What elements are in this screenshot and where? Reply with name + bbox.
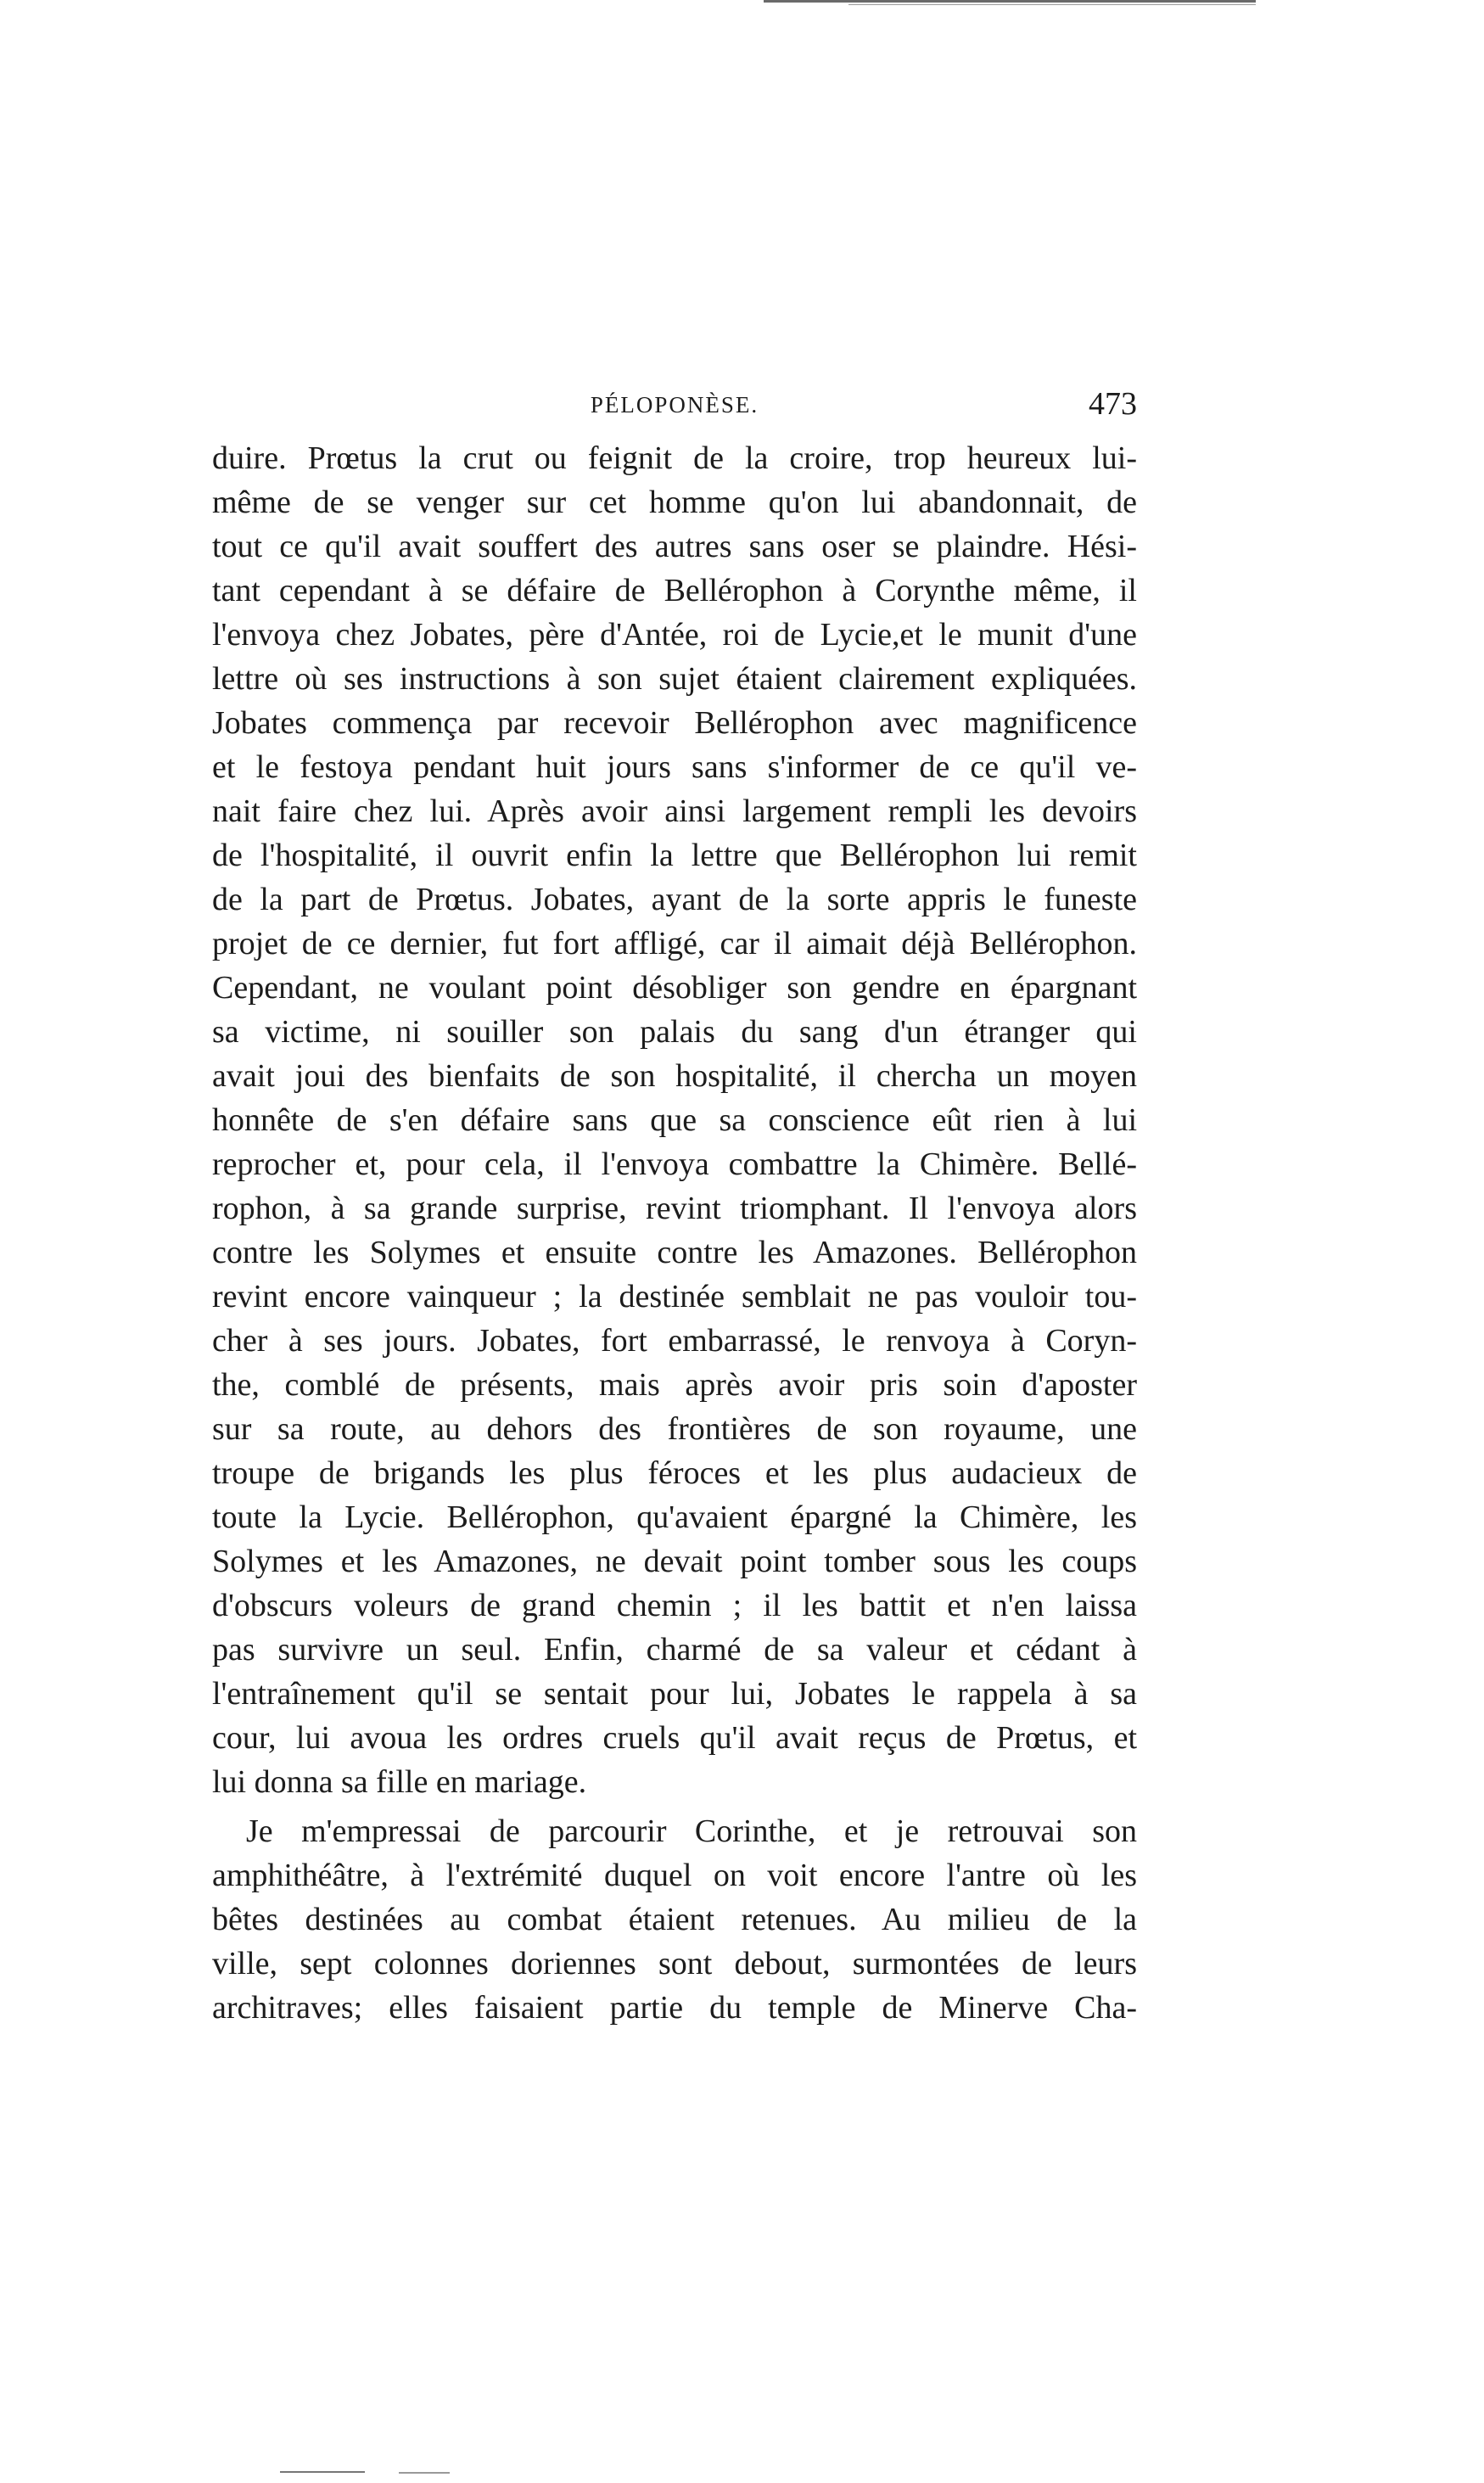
text-line: nait faire chez lui. Après avoir ainsi largement rempli les devoirs bbox=[212, 793, 1137, 829]
page-number: 473 bbox=[1089, 386, 1137, 422]
body-text bbox=[212, 436, 1137, 2030]
text-line: honnête de s'en défaire sans que sa conscience eût rien à lui bbox=[212, 1102, 1137, 1138]
text-line: ville, sept colonnes doriennes sont debout, surmontées de leurs bbox=[212, 1946, 1137, 1981]
text-line: rophon, à sa grande surprise, revint triomphant. Il l'envoya alors bbox=[212, 1191, 1137, 1226]
text-line: revint encore vainqueur ; la destinée semblait ne pas vouloir tou- bbox=[212, 1279, 1137, 1314]
text-line: architraves; elles faisaient partie du temple de Minerve Cha- bbox=[212, 1990, 1137, 2026]
top-edge-rule-secondary bbox=[848, 4, 1256, 5]
text-line: troupe de brigands les plus féroces et les plus audacieux de bbox=[212, 1455, 1137, 1491]
bottom-edge-mark bbox=[280, 2471, 365, 2473]
text-line: bêtes destinées au combat étaient retenues. Au milieu de la bbox=[212, 1902, 1137, 1937]
text-line: d'obscurs voleurs de grand chemin ; il les battit et n'en laissa bbox=[212, 1588, 1137, 1623]
text-line: et le festoya pendant huit jours sans s'informer de ce qu'il ve- bbox=[212, 749, 1137, 785]
text-line: contre les Solymes et ensuite contre les Amazones. Bellérophon bbox=[212, 1235, 1137, 1270]
running-title: PÉLOPONÈSE. bbox=[590, 392, 759, 418]
text-line: l'envoya chez Jobates, père d'Antée, roi de Lycie,et le munit d'une bbox=[212, 617, 1137, 653]
running-head bbox=[212, 382, 1137, 424]
top-edge-rule bbox=[764, 0, 1256, 3]
text-line: duire. Prœtus la crut ou feignit de la croire, trop heureux lui- bbox=[212, 440, 1137, 476]
text-line: même de se venger sur cet homme qu'on lui abandonnait, de bbox=[212, 485, 1137, 520]
text-line: Solymes et les Amazones, ne devait point tomber sous les coups bbox=[212, 1544, 1137, 1579]
text-line: amphithéâtre, à l'extrémité duquel on voit encore l'antre où les bbox=[212, 1858, 1137, 1893]
text-line: lui donna sa fille en mariage. bbox=[212, 1764, 587, 1800]
text-line: de l'hospitalité, il ouvrit enfin la lettre que Bellérophon lui remit bbox=[212, 838, 1137, 873]
text-line: tant cependant à se défaire de Bellérophon à Corynthe même, il bbox=[212, 573, 1137, 608]
text-line: cher à ses jours. Jobates, fort embarrassé, le renvoya à Coryn- bbox=[212, 1323, 1137, 1359]
text-line: projet de ce dernier, fut fort affligé, car il aimait déjà Bellérophon. bbox=[212, 926, 1137, 961]
paragraph bbox=[212, 1809, 1137, 2030]
bottom-edge-mark-secondary bbox=[399, 2472, 450, 2474]
text-line: tout ce qu'il avait souffert des autres sans oser se plaindre. Hési- bbox=[212, 529, 1137, 564]
paragraph bbox=[212, 436, 1137, 1804]
text-line: de la part de Prœtus. Jobates, ayant de la sorte appris le funeste bbox=[212, 882, 1137, 917]
text-line: pas survivre un seul. Enfin, charmé de sa valeur et cédant à bbox=[212, 1632, 1137, 1667]
text-line: Jobates commença par recevoir Bellérophon avec magnificence bbox=[212, 705, 1137, 741]
text-line: cour, lui avoua les ordres cruels qu'il avait reçus de Prœtus, et bbox=[212, 1720, 1137, 1756]
text-line: sur sa route, au dehors des frontières de son royaume, une bbox=[212, 1411, 1137, 1447]
text-line: Je m'empressai de parcourir Corinthe, et je retrouvai son bbox=[246, 1813, 1137, 1849]
text-line: l'entraînement qu'il se sentait pour lui, Jobates le rappela à sa bbox=[212, 1676, 1137, 1712]
text-line: sa victime, ni souiller son palais du sang d'un étranger qui bbox=[212, 1014, 1137, 1050]
text-line: lettre où ses instructions à son sujet étaient clairement expliquées. bbox=[212, 661, 1137, 697]
text-line: reprocher et, pour cela, il l'envoya combattre la Chimère. Bellé- bbox=[212, 1146, 1137, 1182]
text-line: toute la Lycie. Bellérophon, qu'avaient épargné la Chimère, les bbox=[212, 1499, 1137, 1535]
text-line: avait joui des bienfaits de son hospitalité, il chercha un moyen bbox=[212, 1058, 1137, 1094]
text-line: Cependant, ne voulant point désobliger son gendre en épargnant bbox=[212, 970, 1137, 1006]
text-line: the, comblé de présents, mais après avoir pris soin d'aposter bbox=[212, 1367, 1137, 1403]
